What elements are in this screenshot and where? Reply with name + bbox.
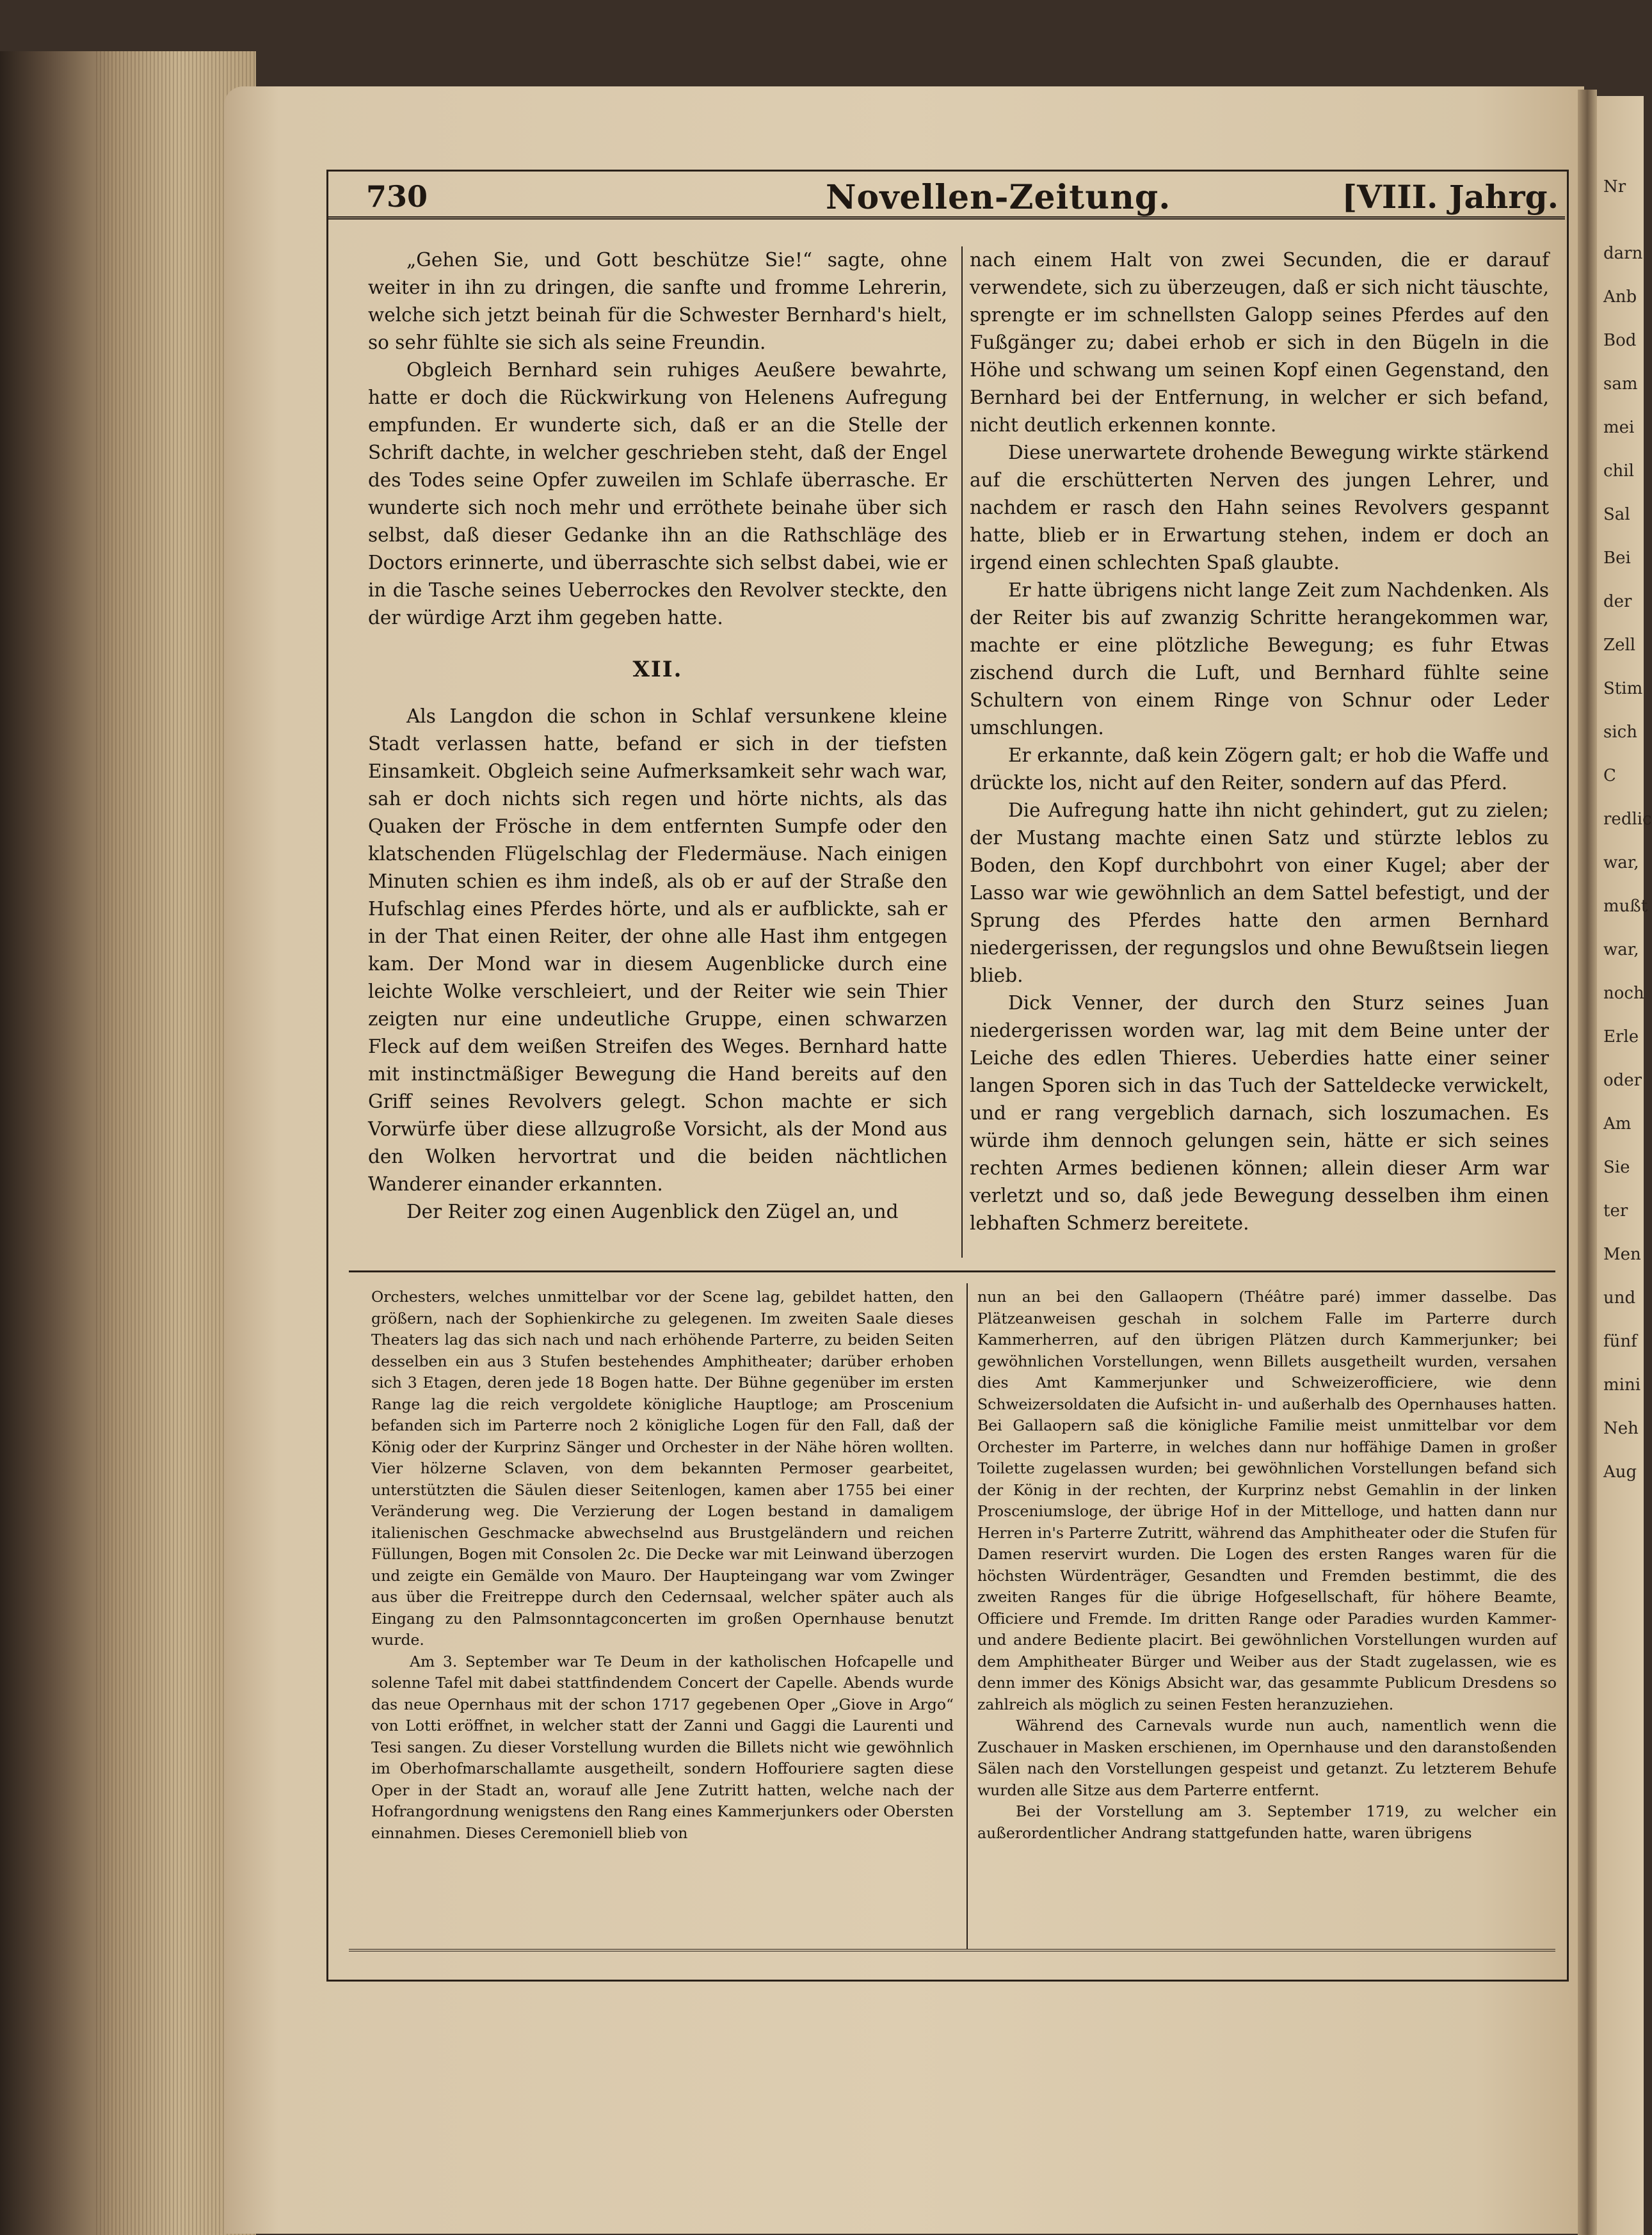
next-page-fragment: Nr [1603,177,1626,196]
next-page-edge [1597,96,1652,2235]
next-page-fragment: noch [1603,984,1644,1003]
paragraph: Während des Carnevals wurde nun auch, namentlich wenn die Zuschauer in Masken erschienen, im Opernhause und den daranstoßenden Sälen nach den Vorstellungen gespeist und getanzt. Zu letzterem Behufe wurden alle Sitze aus dem Parterre entfernt. [977,1717,1557,1799]
next-page-fragment: Erle [1603,1027,1639,1046]
next-page-fragment: mei [1603,418,1635,437]
paragraph: Er erkannte, daß kein Zögern galt; er hob die Waffe und drückte los, nicht auf den Reiter, sondern auf das Pferd. [970,744,1549,794]
upper-left-column [368,246,947,1226]
page-number: 730 [366,179,428,214]
next-page-fragment: redlic [1603,810,1652,829]
next-page-fragment: der [1603,592,1632,611]
next-page-fragment: Bei [1603,549,1631,568]
paragraph: Dick Venner, der durch den Sturz seines Juan niedergerissen worden war, lag mit dem Beine unter der Leiche des edlen Thieres. Ueberdies hatte einer seiner langen Sporen sich in das Tuch der Satteldecke verwickelt, und er rang vergeblich darnach, sich loszumachen. Es würde ihm dennoch gelungen sein, hätte er sich seines rechten Armes bedienen können; allein dieser Arm war verletzt und so, daß jede Bewegung desselben ihm einen lebhaften Schmerz bereitete. [970,992,1549,1234]
paragraph: Obgleich Bernhard sein ruhiges Aeußere bewahrte, hatte er doch die Rückwirkung von Helenens Aufregung empfunden. Er wunderte sich, daß er an die Stelle der Schrift dachte, in welcher geschrieben steht, daß der Engel des Todes seine Opfer zuweilen im Schlafe überrasche. Er wunderte sich noch mehr und erröthete beinahe über sich selbst, daß dieser Gedanke ihn an die Rathschläge des Doctors erinnerte, und überraschte sich selbst dabei, wie er in die Tasche seines Ueberrockes den Revolver steckte, den der würdige Arzt ihm gegeben hatte. [368,359,947,629]
column-rule [961,246,963,1258]
upper-right-column [970,246,1549,1237]
bottom-rule [349,1949,1555,1951]
lower-right-column [977,1286,1557,1844]
next-page-fragment: C [1603,766,1616,785]
next-page-fragment: war, [1603,940,1639,959]
next-page-fragment: und [1603,1288,1636,1308]
paragraph: nach einem Halt von zwei Secunden, die er darauf verwendete, sich zu überzeugen, daß er sich nicht täuschte, sprengte er im schnellsten Galopp seines Pferdes auf den Fußgänger zu; dabei erhob er sich in den Bügeln in die Höhe und schwang um seinen Kopf einen Gegenstand, den Bernhard bei der Entfernung, in welcher er sich befand, nicht deutlich erkennen konnte. [970,249,1549,436]
header-rule [326,216,1565,220]
paragraph: Orchesters, welches unmittelbar vor der Scene lag, gebildet hatten, den größern, nach der Sophienkirche zu gelegenen. Im zweiten Saale dieses Theaters lag das sich nach und nach erhöhende Parterre, zu beiden Seiten desselben ein aus 3 Stufen bestehendes Amphitheater; darüber erhoben sich 3 Etagen, deren jede 18 Bogen hatte. Der Bühne gegenüber im ersten Range lag die reich vergoldete königliche Hauptloge; am Proscenium befanden sich im Parterre noch 2 königliche Logen für den Fall, daß der König oder der Kurprinz Sänger und Orchester in der Nähe hören wollten. Vier hölzerne Sclaven, von dem bekannten Permoser gearbeitet, unterstützten die Säulen dieser Seitenlogen, kamen aber 1755 bei einer Veränderung weg. Die Verzierung der Logen bestand in damaligem italienischen Geschmacke abwechselnd aus Brustgeländern und reichen Füllungen, Bogen mit Consolen 2c. Die Decke war mit Leinwand überzogen und zeigte ein Gemälde von Mauro. Der Haupteingang war vom Zwinger aus über die Freitreppe durch den Cedernsaal, welcher später auch als Eingang zu den Palmsonntagconcerten im großen Opernhause benutzt wurde. [371,1288,954,1649]
next-page-fragment: sam [1603,374,1638,394]
paragraph: Diese unerwartete drohende Bewegung wirkte stärkend auf die erschütterten Nerven des jungen Lehrer, und nachdem er rasch den Hahn seines Revolvers gespannt hatte, blieb er in Erwartung stehen, indem er doch an irgend einen schlechten Spaß glaubte. [970,442,1549,573]
next-page-fragment: mußt [1603,897,1648,916]
section-heading: XII. [632,657,683,682]
paragraph: Der Reiter zog einen Augenblick den Zügel an, und [406,1201,899,1222]
journal-title: Novellen-Zeitung. [826,178,1171,217]
next-page-fragment: Anb [1603,287,1637,307]
next-page-fragment: Sie [1603,1158,1630,1177]
next-page-fragment: ter [1603,1201,1628,1221]
next-page-fragment: chil [1603,461,1634,481]
next-page-fragment: Bod [1603,331,1637,350]
next-page-fragment: war, [1603,853,1639,872]
volume-label: [VIII. Jahrg. [1342,178,1559,216]
next-page-fragment: Men [1603,1245,1641,1264]
column-rule [966,1283,968,1949]
book-gutter [1578,90,1597,2235]
next-page-fragment: Neh [1603,1419,1639,1438]
book-page-stack [0,51,256,2235]
paragraph: Er hatte übrigens nicht lange Zeit zum Nachdenken. Als der Reiter bis auf zwanzig Schritte herangekommen war, machte er eine plötzliche Bewegung; es fuhr Etwas zischend durch die Luft, und Bernhard fühlte seine Schultern von einem Ringe von Schnur oder Leder umschlungen. [970,579,1549,739]
lower-left-column [371,1286,954,1844]
feuilleton-separator [349,1270,1555,1272]
paragraph: Am 3. September war Te Deum in der katholischen Hofcapelle und solenne Tafel mit dabei stattfindendem Concert der Capelle. Abends wurde das neue Opernhaus mit der schon 1717 gegebenen Oper „Giove in Argo“ von Lotti eröffnet, in welcher statt der Zanni und Gaggi die Laurenti und Tesi sangen. Zu dieser Vorstellung wurden die Billets nicht wie gewöhnlich im Oberhofmarschallamte ausgetheilt, sondern Hoffouriere sagten diese Oper in der Stadt an, worauf alle Jene Zutritt hatten, welche nach der Hofrangordnung wenigstens den Rang eines Kammerjunkers oder Obersten einnahmen. Dieses Ceremoniell blieb von [371,1652,954,1842]
next-page-fragment: Sal [1603,505,1630,524]
next-page-fragment: darn [1603,244,1643,263]
paragraph: Die Aufregung hatte ihn nicht gehindert, gut zu zielen; der Mustang machte einen Satz und stürzte leblos zu Boden, den Kopf durchbohrt von einer Kugel; aber der Lasso war wie gewöhnlich an dem Sattel befestigt, und der Sprung des Pferdes hatte den armen Bernhard niedergerissen, der regungslos und ohne Bewußtsein liegen blieb. [970,799,1549,986]
next-page-fragment: sich [1603,723,1637,742]
next-page-fragment: Stim [1603,679,1643,698]
paragraph: „Gehen Sie, und Gott beschütze Sie!“ sagte, ohne weiter in ihn zu dringen, die sanfte und fromme Lehrerin, welche sich jetzt beinah für die Schwester Bernhard's hielt, so sehr fühlte sie sich als seine Freundin. [368,249,947,353]
paragraph: Bei der Vorstellung am 3. September 1719, zu welcher ein außerordentlicher Andrang stattgefunden hatte, waren übrigens [977,1802,1557,1842]
next-page-fragment: mini [1603,1375,1641,1395]
paragraph: Als Langdon die schon in Schlaf versunkene kleine Stadt verlassen hatte, befand er sich in der tiefsten Einsamkeit. Obgleich seine Aufmerksamkeit sehr wach war, sah er doch nichts sich regen und hörte nichts, als das Quaken der Frösche in dem entfernten Sumpfe oder den klatschenden Flügelschlag der Fledermäuse. Nach einigen Minuten schien es ihm indeß, als ob er auf der Straße den Hufschlag eines Pferdes hörte, und als er aufblickte, sah er in der That einen Reiter, der ohne alle Hast ihm entgegen kam. Der Mond war in diesem Augenblicke durch eine leichte Wolke verschleiert, und der Reiter wie sein Thier zeigten nur eine undeutliche Gruppe, einen schwarzen Fleck auf dem weißen Streifen des Weges. Bernhard hatte mit instinctmäßiger Bewegung die Hand bereits auf den Griff seines Revolvers gelegt. Schon machte er sich Vorwürfe über diese allzugroße Vorsicht, als der Mond aus den Wolken hervortrat und die beiden nächtlichen Wanderer einander erkannten. [368,705,947,1195]
next-page-fragment: oder [1603,1071,1642,1090]
next-page-fragment: Aug [1603,1462,1637,1482]
next-page-fragment: Am [1603,1114,1632,1134]
next-page-fragment: Zell [1603,636,1636,655]
next-page-fragment: fünf [1603,1332,1637,1351]
paragraph: nun an bei den Gallaopern (Théâtre paré) immer dasselbe. Das Plätzeanweisen geschah in solchem Falle im Parterre durch Kammerherren, auf den übrigen Plätzen durch Kammerjunker; bei gewöhnlichen Vorstellungen, wenn Billets ausgetheilt wurden, versahen dies Amt Kammerjunker und Schweizerofficiere, wie denn Schweizersoldaten die Aufsicht in- und außerhalb des Opernhauses hatten. Bei Gallaopern saß die königliche Familie meist unmittelbar vor dem Orchester im Parterre, in welches dann nur hoffähige Damen in großer Toilette zugelassen wurden; bei gewöhnlichen Vorstellungen befand sich der König in der rechten, der Kurprinz nebst Gemahlin in der linken Prosceniumsloge, der übrige Hof in der Mittelloge, und hatten dann nur Herren in's Parterre Zutritt, während das Amphitheater oder die Stufen für Damen reservirt wurden. Die Logen des ersten Ranges waren für die höchsten Würdenträger, Gesandten und Fremden bestimmt, die des zweiten Ranges für die übrige Hofgesellschaft, für höhere Beamte, Officiere und Fremde. Im dritten Range oder Paradies wurden Kammer- und andere Bediente placirt. Bei gewöhnlichen Vorstellungen wurden auf dem Amphitheater Bürger und Weiber aus der Stadt zugelassen, wie es denn immer des Königs Absicht war, das gesammte Publicum Dresdens so zahlreich als möglich zu seinen Festen heranzuziehen. [977,1288,1557,1713]
